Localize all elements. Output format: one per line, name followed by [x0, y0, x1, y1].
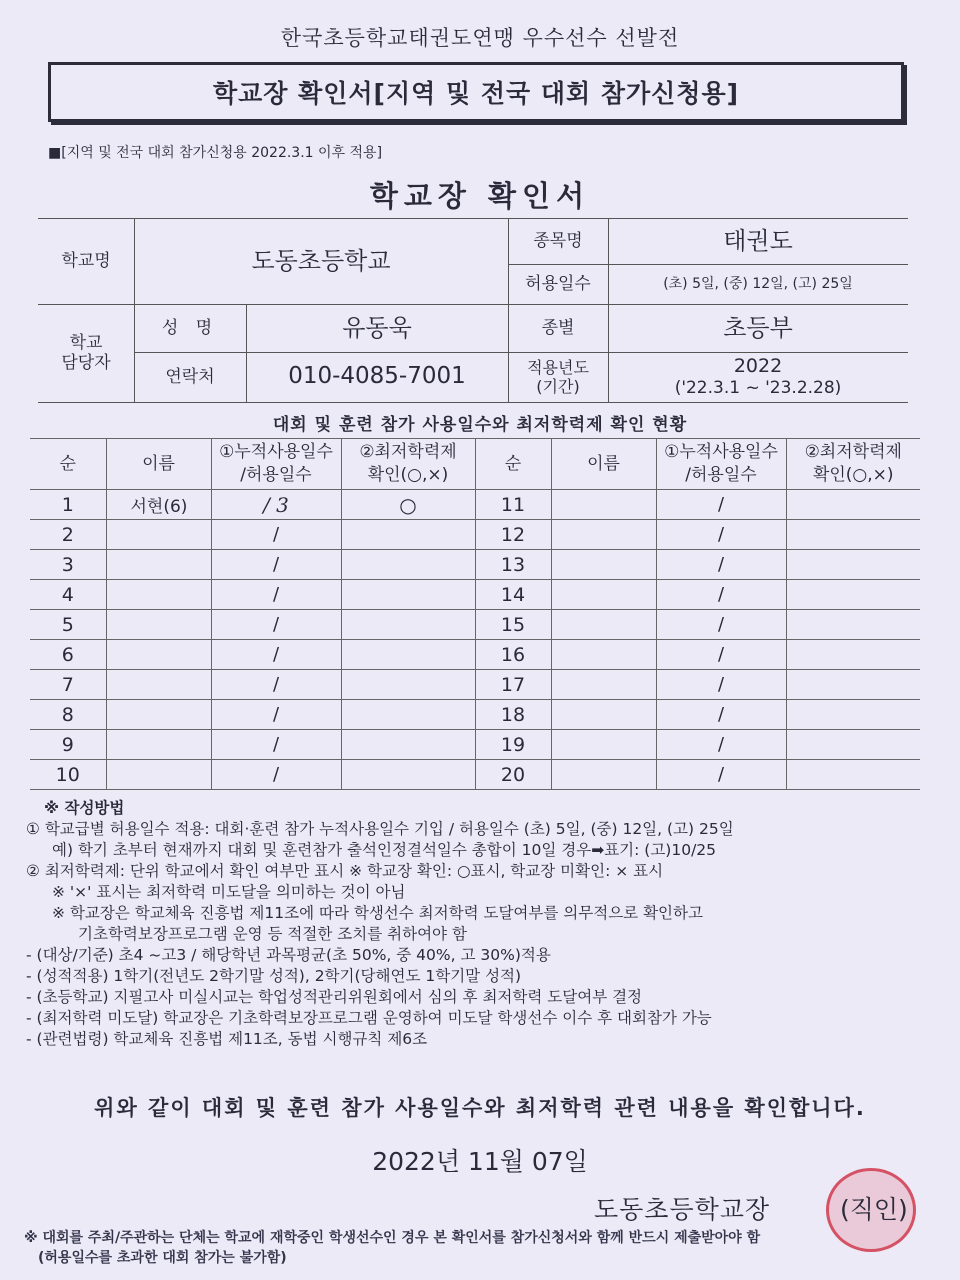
header-usage: [211, 439, 341, 490]
usage-days-cell: /: [656, 670, 786, 700]
note-item: - (성적적용) 1학기(전년도 2학기말 성적), 2학기(당해연도 1학기말 성적): [26, 967, 522, 985]
table-row: [30, 610, 920, 640]
student-name-cell: [551, 580, 656, 610]
min-academic-check-cell: [341, 760, 475, 790]
school-name-label: 학교명: [61, 250, 111, 271]
division-label: 종별: [541, 317, 575, 338]
min-academic-check-cell: [341, 730, 475, 760]
min-academic-check-cell: [786, 730, 920, 760]
min-academic-check-cell: [341, 580, 475, 610]
header-usage-line2: /허용일수: [240, 465, 312, 485]
row-number: 3: [30, 550, 106, 580]
header-name-right: 이름: [551, 439, 656, 490]
table-row: [30, 550, 920, 580]
document-date: 2022년 11월 07일: [372, 1147, 588, 1176]
period-label-line1: 적용년도: [527, 357, 589, 377]
row-number: 14: [475, 580, 551, 610]
usage-days-cell: /: [656, 610, 786, 640]
note-item: 기초학력보장프로그램 운영 등 적절한 조치를 취하여야 함: [78, 925, 467, 943]
organization-title: 한국초등학교태권도연맹 우수선수 선발전: [280, 26, 680, 50]
note-item: - (대상/기준) 초4 ~고3 / 해당학년 과목평균(초 50%, 중 40%, 고 30%)적용: [26, 946, 551, 964]
usage-days-cell: /: [656, 640, 786, 670]
note-item: - (관련법령) 학교체육 진흥법 제11조, 동법 시행규칙 제6조: [26, 1030, 428, 1048]
allowed-days-value: (초) 5일, (중) 12일, (고) 25일: [663, 275, 853, 292]
student-name-cell: [106, 730, 211, 760]
row-number: 11: [475, 490, 551, 520]
period-label: [508, 352, 608, 402]
usage-days-cell: /: [656, 760, 786, 790]
min-academic-check-cell: [341, 520, 475, 550]
usage-days-cell: /: [656, 490, 786, 520]
seal-label: (직인): [840, 1195, 908, 1224]
usage-days-cell: /: [211, 550, 341, 580]
usage-days-cell: /: [211, 580, 341, 610]
student-name-cell: [106, 520, 211, 550]
min-academic-check-cell: [786, 550, 920, 580]
student-name-cell: [551, 490, 656, 520]
usage-days-cell: /: [211, 700, 341, 730]
info-table: [38, 218, 908, 402]
table-row: [30, 730, 920, 760]
row-number: 8: [30, 700, 106, 730]
footnote-line1: ※ 대회를 주최/주관하는 단체는 학교에 재학중인 학생선수인 경우 본 확인서를 참가신청서와 함께 반드시 제출받아야 함: [24, 1230, 761, 1246]
writing-instructions: [26, 798, 936, 1050]
usage-days-cell: /: [211, 760, 341, 790]
student-name-cell: [106, 640, 211, 670]
table-caption: 대회 및 훈련 참가 사용일수와 최저학력제 확인 현황: [272, 415, 688, 435]
min-academic-check-cell: [786, 640, 920, 670]
period-value: [608, 352, 908, 402]
note-item: ② 최저학력제: 단위 학교에서 확인 여부만 표시 ※ 학교장 확인: ○표시, 학교장 미확인: × 표시: [26, 862, 664, 880]
usage-days-cell: /: [211, 520, 341, 550]
student-name-cell: [551, 640, 656, 670]
header-name: 이름: [106, 439, 211, 490]
min-academic-check-cell: [341, 610, 475, 640]
row-number: 7: [30, 670, 106, 700]
usage-days-cell: /: [211, 730, 341, 760]
allowed-days-label: 허용일수: [525, 273, 591, 294]
min-academic-check-cell: ○: [341, 490, 475, 520]
student-name-cell: [551, 610, 656, 640]
note-item: - (초등학교) 지필고사 미실시교는 학업성적관리위원회에서 심의 후 최저학력 도달여부 결정: [26, 988, 643, 1006]
row-number: 19: [475, 730, 551, 760]
row-number: 17: [475, 670, 551, 700]
student-name-cell: [551, 670, 656, 700]
applicability-note: ■[지역 및 전국 대회 참가신청용 2022.3.1 이후 적용]: [48, 145, 383, 161]
header-check: [341, 439, 475, 490]
note-item: ※ '×' 표시는 최저학력 미도달을 의미하는 것이 아님: [52, 883, 406, 901]
table-row: [30, 760, 920, 790]
participation-table: [30, 438, 920, 790]
usage-days-cell: / 3: [211, 490, 341, 520]
table-row: [30, 640, 920, 670]
header-check-right: [786, 439, 920, 490]
student-name-cell: [106, 760, 211, 790]
usage-days-cell: /: [656, 580, 786, 610]
note-item: ※ 학교장은 학교체육 진흥법 제11조에 따라 학생선수 최저학력 도달여부를 의무적으로 확인하고: [52, 904, 703, 922]
row-number: 12: [475, 520, 551, 550]
usage-days-cell: /: [656, 730, 786, 760]
footnote-line2: (허용일수를 초과한 대회 참가는 불가함): [38, 1250, 287, 1266]
header-check-right-line1: ②최저학력제: [804, 442, 902, 463]
header-usage-right: [656, 439, 786, 490]
min-academic-check-cell: [786, 760, 920, 790]
student-name-cell: [551, 760, 656, 790]
phone-value: 010-4085-7001: [288, 363, 466, 390]
main-title: 학교장 확인서: [369, 179, 591, 213]
table-row: [30, 580, 920, 610]
period-range-value: ('22.3.1 ~ '23.2.28): [674, 378, 842, 399]
header-no-right: 순: [475, 439, 551, 490]
confirmation-statement: 위와 같이 대회 및 훈련 참가 사용일수와 최저학력 관련 내용을 확인합니다.: [94, 1096, 866, 1120]
min-academic-check-cell: [341, 670, 475, 700]
row-number: 18: [475, 700, 551, 730]
min-academic-check-cell: [341, 640, 475, 670]
student-name-cell: [551, 550, 656, 580]
row-number: 13: [475, 550, 551, 580]
student-name-cell: [106, 700, 211, 730]
student-name-cell: [106, 550, 211, 580]
row-number: 1: [30, 490, 106, 520]
header-no: 순: [30, 439, 106, 490]
row-number: 10: [30, 760, 106, 790]
table-header-row: [30, 439, 920, 490]
usage-days-cell: /: [656, 700, 786, 730]
usage-days-cell: /: [656, 520, 786, 550]
contact-label-line1: 학교: [69, 332, 103, 353]
min-academic-check-cell: [786, 700, 920, 730]
contact-label-line2: 담당자: [61, 353, 111, 373]
student-name-cell: 서현(6): [106, 490, 211, 520]
row-number: 16: [475, 640, 551, 670]
student-name-cell: [106, 670, 211, 700]
name-label: 성 명: [161, 317, 219, 338]
year-value: 2022: [733, 355, 783, 378]
usage-days-cell: /: [211, 610, 341, 640]
phone-label: 연락처: [165, 366, 215, 387]
student-name-cell: [106, 580, 211, 610]
header-check-line1: ②최저학력제: [359, 442, 457, 463]
row-number: 20: [475, 760, 551, 790]
event-value: 태권도: [723, 226, 793, 255]
student-name-cell: [106, 610, 211, 640]
min-academic-check-cell: [341, 700, 475, 730]
student-name-cell: [551, 700, 656, 730]
header-check-line2: 확인(○,×): [367, 465, 449, 485]
name-value: 유동욱: [342, 313, 412, 342]
min-academic-check-cell: [786, 490, 920, 520]
row-number: 2: [30, 520, 106, 550]
min-academic-check-cell: [786, 520, 920, 550]
row-number: 15: [475, 610, 551, 640]
note-heading: ※ 작성방법: [44, 799, 125, 817]
header-check-right-line2: 확인(○,×): [812, 465, 894, 485]
period-label-line2: (기간): [536, 377, 580, 396]
note-item: - (최저학력 미도달) 학교장은 기초학력보장프로그램 운영하여 미도달 학생선수 이수 후 대회참가 가능: [26, 1009, 712, 1027]
note-item: 예) 학기 초부터 현재까지 대회 및 훈련참가 출석인정결석일수 총합이 10일 경우➡표기: (고)10/25: [52, 841, 717, 859]
header-usage-right-line1: ①누적사용일수: [664, 442, 778, 463]
student-name-cell: [551, 730, 656, 760]
table-row: [30, 670, 920, 700]
table-row: [30, 700, 920, 730]
note-item: ① 학교급별 허용일수 적용: 대회·훈련 참가 누적사용일수 기입 / 허용일수 (초) 5일, (중) 12일, (고) 25일: [26, 820, 734, 838]
row-number: 5: [30, 610, 106, 640]
usage-days-cell: /: [211, 670, 341, 700]
header-usage-line1: ①누적사용일수: [219, 442, 333, 463]
contact-person-label: [38, 304, 134, 402]
header-usage-right-line2: /허용일수: [685, 465, 757, 485]
row-number: 9: [30, 730, 106, 760]
usage-days-cell: /: [656, 550, 786, 580]
min-academic-check-cell: [786, 580, 920, 610]
school-name-value: 도동초등학교: [251, 246, 391, 275]
division-value: 초등부: [723, 313, 793, 342]
min-academic-check-cell: [341, 550, 475, 580]
usage-days-cell: /: [211, 640, 341, 670]
document-title: 학교장 확인서[지역 및 전국 대회 참가신청용]: [48, 62, 904, 122]
min-academic-check-cell: [786, 610, 920, 640]
table-row: [30, 490, 920, 520]
table-row: [30, 520, 920, 550]
event-label: 종목명: [533, 230, 583, 251]
row-number: 4: [30, 580, 106, 610]
footnote: [24, 1228, 944, 1268]
principal-signature: 도동초등학교장: [594, 1195, 771, 1224]
min-academic-check-cell: [786, 670, 920, 700]
student-name-cell: [551, 520, 656, 550]
row-number: 6: [30, 640, 106, 670]
table-body: [30, 490, 920, 790]
